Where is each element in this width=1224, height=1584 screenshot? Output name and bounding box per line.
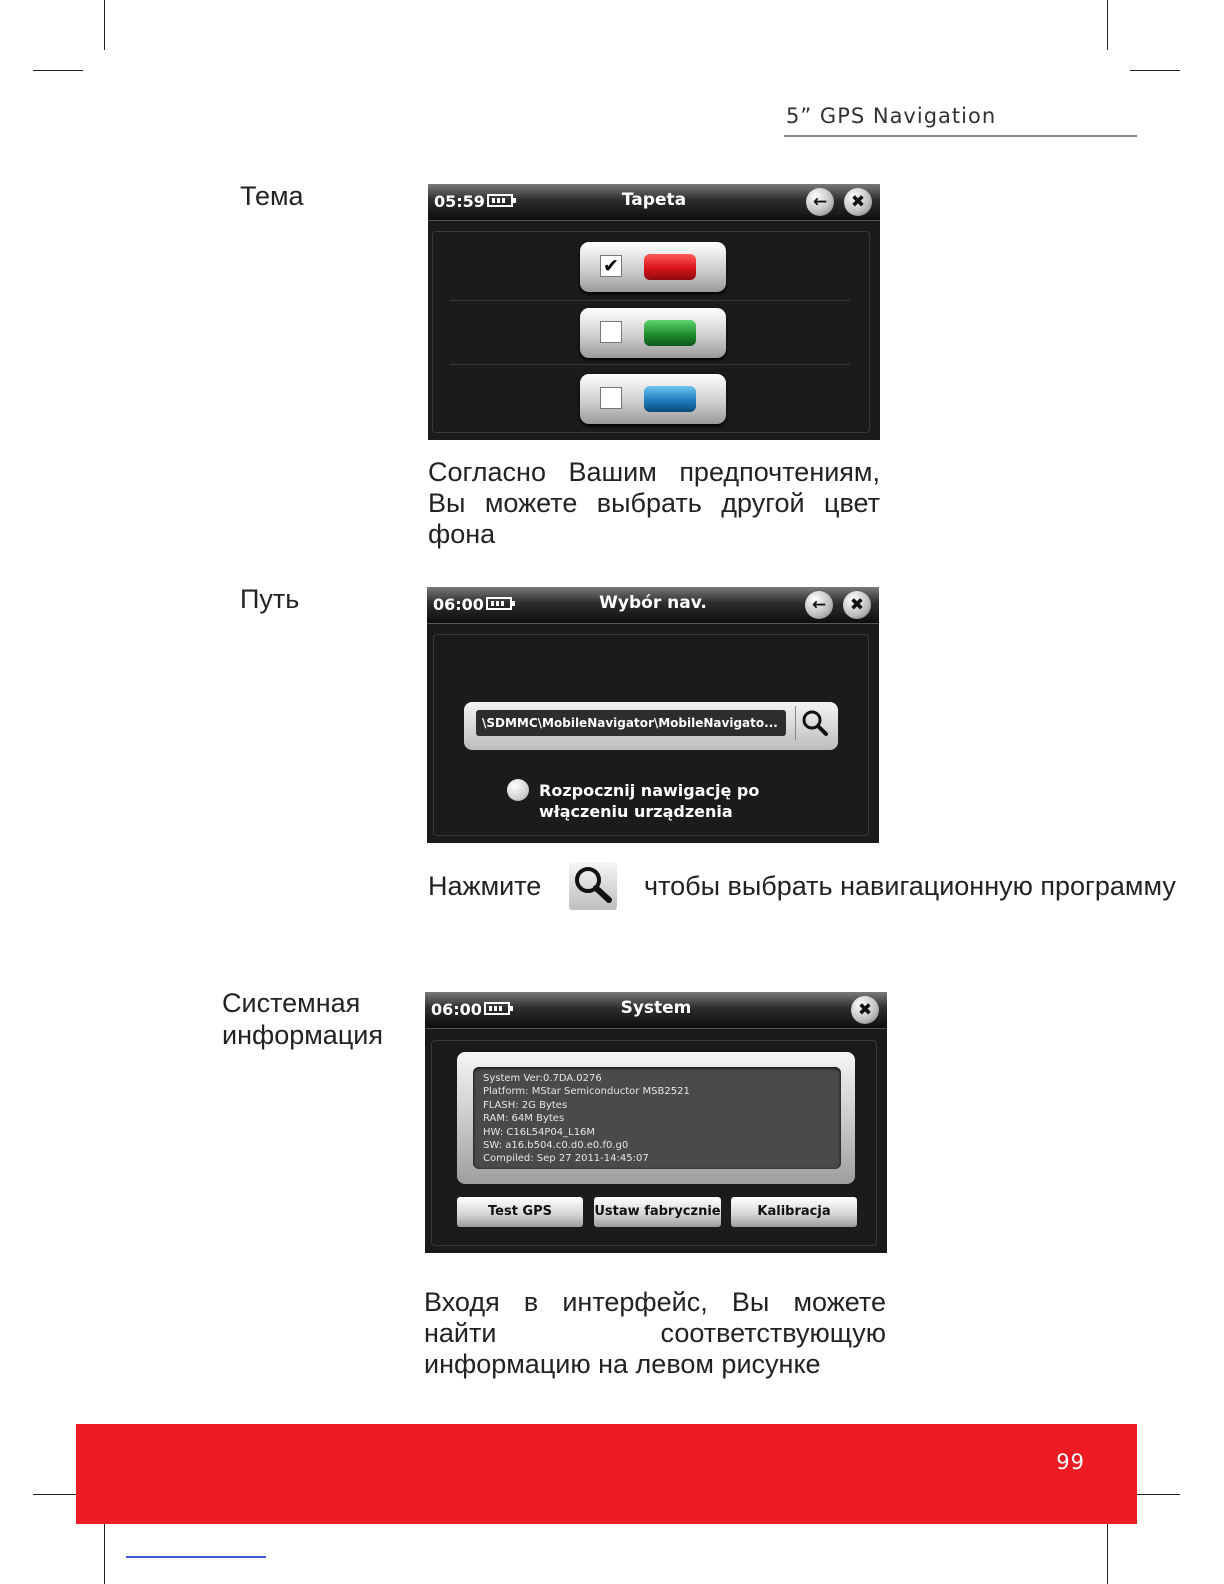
section-label-theme: Тема [240,181,304,211]
system-info-frame [457,1052,855,1184]
calibration-button[interactable]: Kalibracja [731,1197,857,1227]
search-icon [796,706,834,740]
section-label-path: Путь [240,584,300,614]
wallpaper-option-red[interactable] [580,242,726,292]
desc-text-rest: чтобы выбрать навигационную программу [644,870,1176,901]
autostart-label-line2: włączeniu urządzenia [539,802,733,821]
clock: 05:59 [434,192,485,211]
screen-title: Wybór nav. [599,593,707,613]
clock: 06:00 [433,595,484,614]
checkbox[interactable] [600,321,622,343]
system-info-line: SW: a16.b504.c0.d0.e0.f0.g0 [483,1140,629,1152]
header-title: 5” GPS Navigation [786,104,997,128]
color-swatch-blue [644,386,696,412]
title-bar [425,992,887,1029]
title-bar [428,184,880,221]
system-info-line: Platform: MStar Semiconductor MSB2521 [483,1086,690,1098]
back-icon[interactable]: ← [806,188,834,216]
screenshot-system [425,992,887,1253]
crop-mark [1130,1494,1180,1495]
system-info-line: Compiled: Sep 27 2011-14:45:07 [483,1153,649,1165]
system-description: Входя в интерфейс, Вы можете найти соответствующую информацию на левом рисунке [424,1287,886,1379]
test-gps-button[interactable]: Test GPS [457,1197,583,1227]
autostart-label-line1: Rozpocznij nawigację po [539,781,760,800]
section-label-system-line2: информация [222,1020,383,1050]
autostart-label [539,780,759,822]
section-label-system [222,987,383,1051]
header-rule [784,135,1137,137]
crop-mark [104,1517,105,1584]
divider [450,364,850,365]
system-info-line: RAM: 64M Bytes [483,1113,565,1125]
color-swatch-red [644,254,696,280]
close-icon[interactable]: ✖ [844,188,872,216]
crop-mark [104,0,105,50]
section-label-system-line1: Системная [222,988,361,1018]
system-info-line: System Ver:0.7DA.0276 [483,1073,602,1084]
desc-text-press: Нажмите [428,870,542,901]
back-icon[interactable]: ← [805,591,833,619]
screen-title: System [620,998,692,1018]
path-field[interactable] [464,702,838,750]
wallpaper-option-blue[interactable] [580,374,726,424]
screen-title: Tapeta [621,190,687,210]
search-button[interactable] [795,706,834,740]
checkbox[interactable]: ✔ [600,255,622,277]
screenshot-wallpaper [428,184,880,440]
path-value[interactable]: \SDMMC\MobileNavigator\MobileNavigato... [476,710,786,736]
close-icon[interactable]: ✖ [843,591,871,619]
wallpaper-option-green[interactable] [580,308,726,358]
footer-band [76,1424,1137,1524]
close-icon[interactable]: ✖ [851,996,879,1024]
divider [450,300,850,301]
crop-mark [33,70,83,71]
autostart-radio[interactable] [507,779,529,801]
path-description [428,865,1176,907]
crop-mark [1107,0,1108,50]
color-swatch-green [644,320,696,346]
crop-mark [1107,1517,1108,1584]
system-info-line: FLASH: 2G Bytes [483,1099,568,1111]
checkbox[interactable] [600,387,622,409]
page-number: 99 [1056,1450,1085,1474]
crop-mark [1130,70,1180,71]
screenshot-nav-select [427,587,879,843]
clock: 06:00 [431,1000,482,1019]
title-bar [427,587,879,624]
footer-rule [126,1556,266,1558]
factory-reset-button[interactable]: Ustaw fabrycznie [594,1197,721,1227]
system-info-lines [483,1072,831,1166]
search-button-illustration [569,862,617,910]
theme-description: Согласно Вашим предпочтениям, Вы можете выбрать другой цвет фона [428,457,880,549]
system-info-box [473,1067,841,1169]
system-info-line: HW: C16L54P04_L16M [483,1126,596,1138]
search-icon [569,862,617,910]
